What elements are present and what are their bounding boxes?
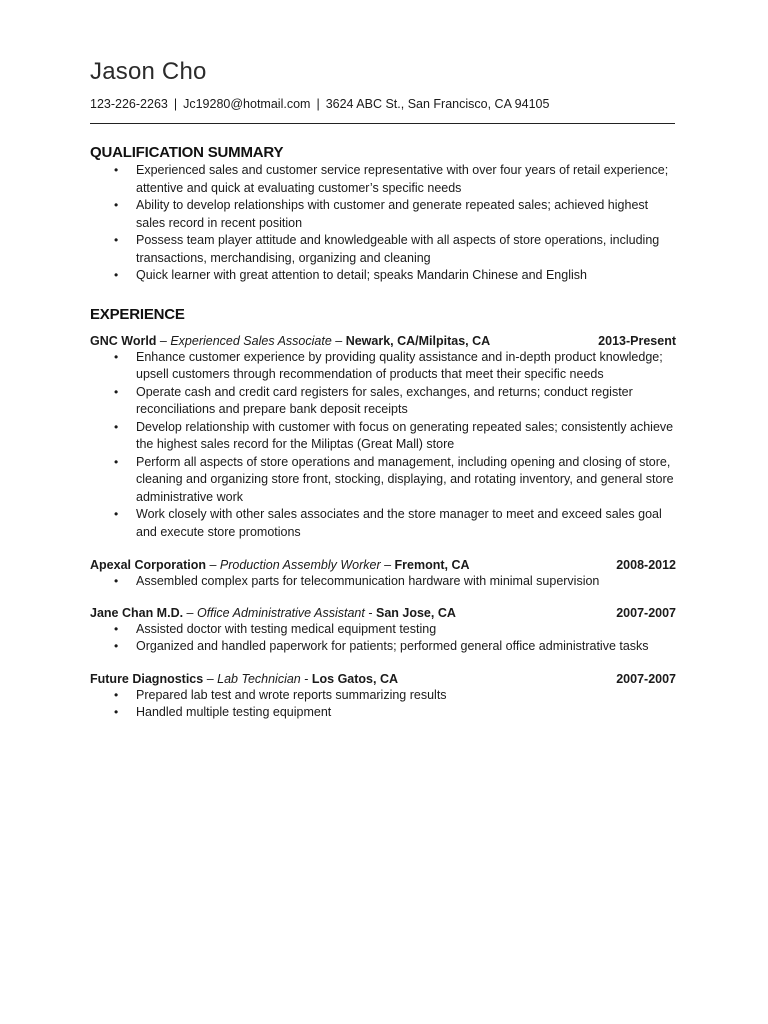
list-item-text: Ability to develop relationships with customer and generate repeated sales; achieved highest sales record in recent position	[136, 198, 649, 230]
bullet-icon: •	[114, 639, 119, 653]
job-separator: -	[300, 671, 312, 686]
list-item	[90, 197, 676, 232]
job-bullet-list	[90, 621, 676, 656]
bullet-icon: •	[114, 419, 119, 434]
qualification-summary-heading: QUALIFICATION SUMMARY	[90, 144, 284, 161]
bullet-icon: •	[114, 454, 119, 469]
job-role: Office Administrative Assistant	[196, 605, 365, 620]
list-item-text: Quick learner with great attention to detail; speaks Mandarin Chinese and English	[136, 268, 587, 282]
list-item	[90, 454, 676, 507]
bullet-icon: •	[114, 349, 119, 364]
bullet-icon: •	[114, 705, 119, 719]
bullet-icon: •	[114, 198, 119, 212]
list-item	[90, 162, 676, 197]
list-item-text: Perform all aspects of store operations and management, including opening and closing of store, cleaning and organizing store front, stocking, displaying, and rotating inventory, and general store administrative work	[136, 454, 674, 504]
list-item-text: Work closely with other sales associates and the store manager to meet and exceed sales goal and execute store promotions	[136, 507, 662, 539]
bullet-icon: •	[114, 233, 119, 247]
bullet-icon: •	[114, 268, 119, 282]
job-role: Production Assembly Worker	[219, 558, 381, 572]
job-role: Lab Technician	[217, 671, 301, 686]
bullet-icon: •	[114, 687, 119, 702]
experience-heading: EXPERIENCE	[90, 305, 185, 323]
resume-page	[90, 58, 676, 722]
job-dates: 2008-2012	[616, 558, 676, 572]
contact-line	[90, 96, 676, 112]
list-item-text: Handled multiple testing equipment	[136, 705, 332, 719]
job-location: Fremont, CA	[394, 558, 470, 572]
list-item-text: Assembled complex parts for telecommunication hardware with minimal supervision	[136, 574, 600, 588]
list-item	[90, 267, 676, 285]
list-item	[90, 419, 676, 454]
list-item-text: Assisted doctor with testing medical equipment testing	[136, 621, 437, 636]
bullet-icon: •	[114, 507, 119, 521]
job-bullet-list	[90, 349, 676, 542]
job-company: Future Diagnostics	[90, 671, 204, 686]
list-item	[90, 573, 676, 591]
job-bullet-list	[90, 687, 676, 722]
list-item	[90, 349, 676, 384]
job-header-jane-chan-md	[90, 605, 676, 621]
job-dates: 2007-2007	[616, 605, 676, 620]
job-separator: -	[364, 605, 376, 620]
contact-separator: |	[173, 97, 178, 111]
job-bullet-list	[90, 573, 676, 591]
job-location: Newark, CA/Milpitas, CA	[345, 333, 491, 348]
job-header-apexal-corporation	[90, 557, 676, 573]
header-divider	[90, 123, 675, 124]
bullet-icon: •	[114, 384, 119, 399]
list-item-text: Enhance customer experience by providing quality assistance and in-depth product knowledge; upsell customers through recommendation of products that meet their specific needs	[136, 349, 663, 381]
job-dates: 2013-Present	[598, 333, 676, 348]
job-separator: –	[331, 333, 346, 348]
list-item-text: Prepared lab test and wrote reports summarizing results	[136, 687, 447, 702]
bullet-icon: •	[114, 621, 119, 636]
list-item-text: Develop relationship with customer with focus on generating repeated sales; consistently achieve the highest sales record for the Miliptas (Great Mall) store	[136, 419, 674, 451]
qualification-list	[90, 162, 676, 285]
list-item	[90, 704, 676, 722]
job-header-future-diagnostics	[90, 671, 676, 687]
candidate-name: Jason Cho	[90, 58, 207, 85]
job-separator: –	[206, 558, 220, 572]
bullet-icon: •	[114, 163, 119, 177]
phone-number: 123-226-2263	[90, 97, 168, 111]
job-dates: 2007-2007	[616, 671, 676, 686]
job-company: GNC World	[90, 333, 157, 348]
list-item	[90, 687, 676, 705]
job-separator: –	[156, 333, 171, 348]
job-separator: –	[380, 558, 395, 572]
job-location: San Jose, CA	[375, 605, 456, 620]
list-item-text: Operate cash and credit card registers for sales, exchanges, and returns; conduct register reconciliations and prepare bank deposit receipts	[136, 384, 633, 416]
list-item	[90, 384, 676, 419]
list-item-text: Experienced sales and customer service representative with over four years of retail experience; attentive and quick at evaluating customer’s specific needs	[136, 163, 669, 195]
list-item	[90, 621, 676, 639]
bullet-icon: •	[114, 574, 119, 588]
job-role: Experienced Sales Associate	[170, 333, 332, 348]
job-header-gnc-world	[90, 333, 676, 349]
list-item	[90, 506, 676, 541]
job-company: Apexal Corporation	[90, 558, 206, 572]
street-address: 3624 ABC St., San Francisco, CA 94105	[325, 97, 550, 111]
job-location: Los Gatos, CA	[311, 671, 398, 686]
list-item	[90, 232, 676, 267]
contact-separator: |	[316, 97, 320, 111]
job-company: Jane Chan M.D.	[90, 605, 184, 620]
job-separator: –	[203, 671, 218, 686]
email-address: Jc19280@hotmail.com	[183, 97, 311, 111]
list-item-text: Possess team player attitude and knowledgeable with all aspects of store operations, including transactions, merchandising, organizing and cleaning	[136, 233, 660, 265]
list-item	[90, 638, 676, 656]
list-item-text: Organized and handled paperwork for patients; performed general office administrative tasks	[136, 639, 649, 653]
job-separator: –	[183, 605, 197, 620]
